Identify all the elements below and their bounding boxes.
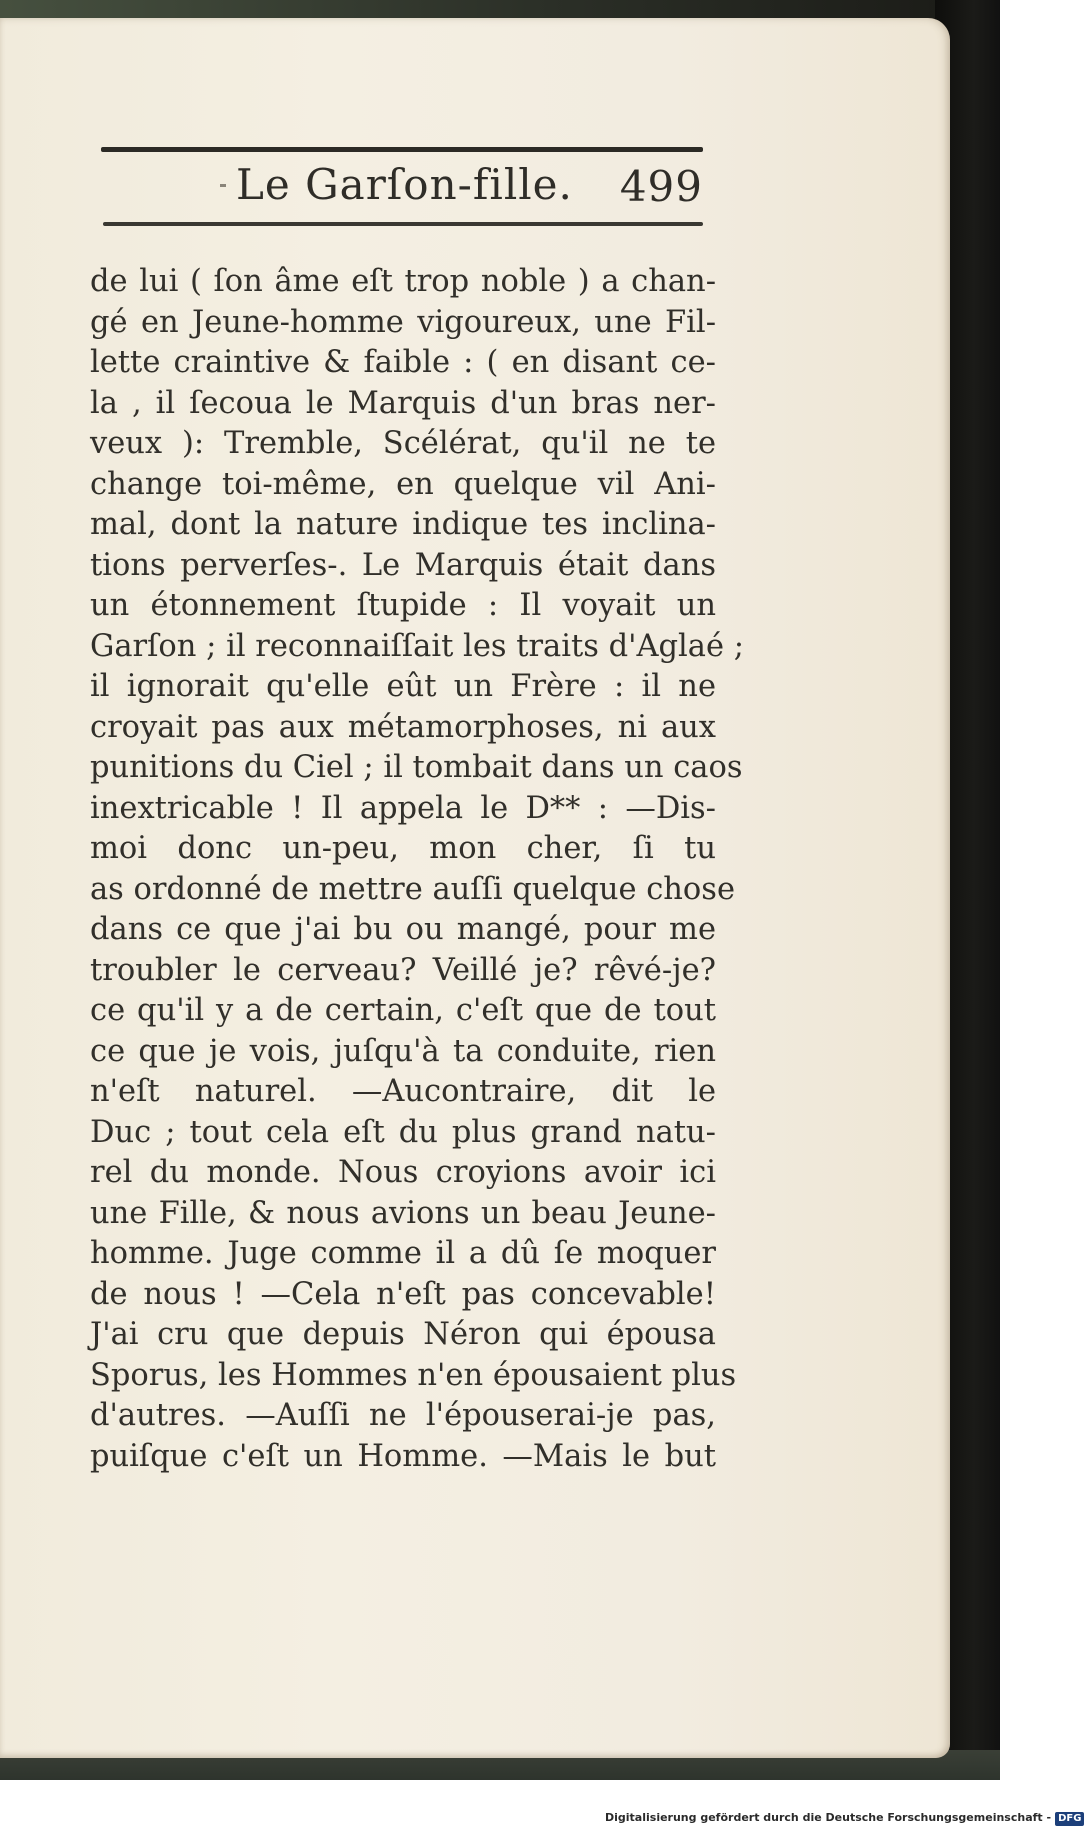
text-line: punitions du Ciel ; il tombait dans un caos [90, 750, 743, 785]
text-line: veux ): Tremble, Scélérat, qu'il ne te [90, 426, 716, 461]
text-line: tions perverſes-. Le Marquis était dans [90, 547, 716, 583]
running-title: Le Garſon-fille. [236, 160, 573, 209]
text-line: de nous ! —Cela n'eſt pas concevable! [90, 1276, 716, 1312]
header-rule-top [101, 147, 703, 152]
text-line: il ignorait qu'elle eût un Frère : il ne [90, 669, 716, 704]
text-line: de lui ( ſon âme eſt trop noble ) a chan- [90, 264, 716, 299]
text-line: Duc ; tout cela eſt du plus grand natu- [90, 1114, 716, 1150]
text-line: gé en Jeune-homme vigoureux, une Fil- [90, 304, 716, 340]
text-line: la , il ſecoua le Marquis d'un bras ner- [90, 385, 716, 421]
text-line: n'eſt naturel. —Aucontraire, dit le [90, 1074, 716, 1109]
page-number: 499 [619, 162, 703, 211]
text-line: croyait pas aux métamorphoses, ni aux [90, 709, 716, 745]
text-line: ce que je vois, juſqu'à ta conduite, rien [90, 1033, 716, 1069]
header-rule-bottom [103, 222, 703, 226]
text-line: Garſon ; il reconnaiſſait les traits d'Aglaé ; [90, 628, 745, 664]
text-line: change toi-même, en quelque vil Ani- [90, 466, 716, 502]
text-line: moi donc un-peu, mon cher, ſi tu [90, 831, 716, 866]
text-line: J'ai cru que depuis Néron qui épousa [90, 1317, 716, 1352]
scan-top-edge [0, 0, 1000, 18]
text-line: une Fille, & nous avions un beau Jeune- [90, 1195, 716, 1231]
text-line: un étonnement ſtupide : Il voyait un [90, 588, 716, 623]
text-line: Sporus, les Hommes n'en épousaient plus [90, 1357, 737, 1393]
digitization-credit [605, 1811, 1082, 1827]
ink-dot [220, 184, 226, 187]
text-line: dans ce que j'ai bu ou mangé, pour me [90, 912, 716, 947]
running-head [100, 160, 705, 220]
text-line: puiſque c'eſt un Homme. —Mais le but [90, 1438, 716, 1474]
text-line: as ordonné de mettre auſſi quelque chose [90, 871, 735, 907]
text-line: lette craintive & faible : ( en disant ce- [90, 345, 716, 380]
text-line: troubler le cerveau? Veillé je? rêvé-je? [90, 952, 716, 988]
body-text [90, 262, 745, 1477]
text-line: ce qu'il y a de certain, c'eſt que de tout [90, 993, 716, 1028]
text-line: rel du monde. Nous croyions avoir ici [90, 1155, 716, 1190]
text-line: homme. Juge comme il a dû ſe moquer [90, 1236, 716, 1271]
text-line: inextricable ! Il appela le D** : —Dis- [90, 790, 716, 826]
text-line: d'autres. —Auſſi ne l'épouserai-je pas, [90, 1398, 716, 1433]
dfg-logo: DFG [1055, 1812, 1084, 1826]
credit-text: Digitalisierung gefördert durch die Deutsche Forschungsgemeinschaft - [605, 1811, 1052, 1824]
text-line: mal, dont la nature indique tes inclina- [90, 507, 716, 542]
